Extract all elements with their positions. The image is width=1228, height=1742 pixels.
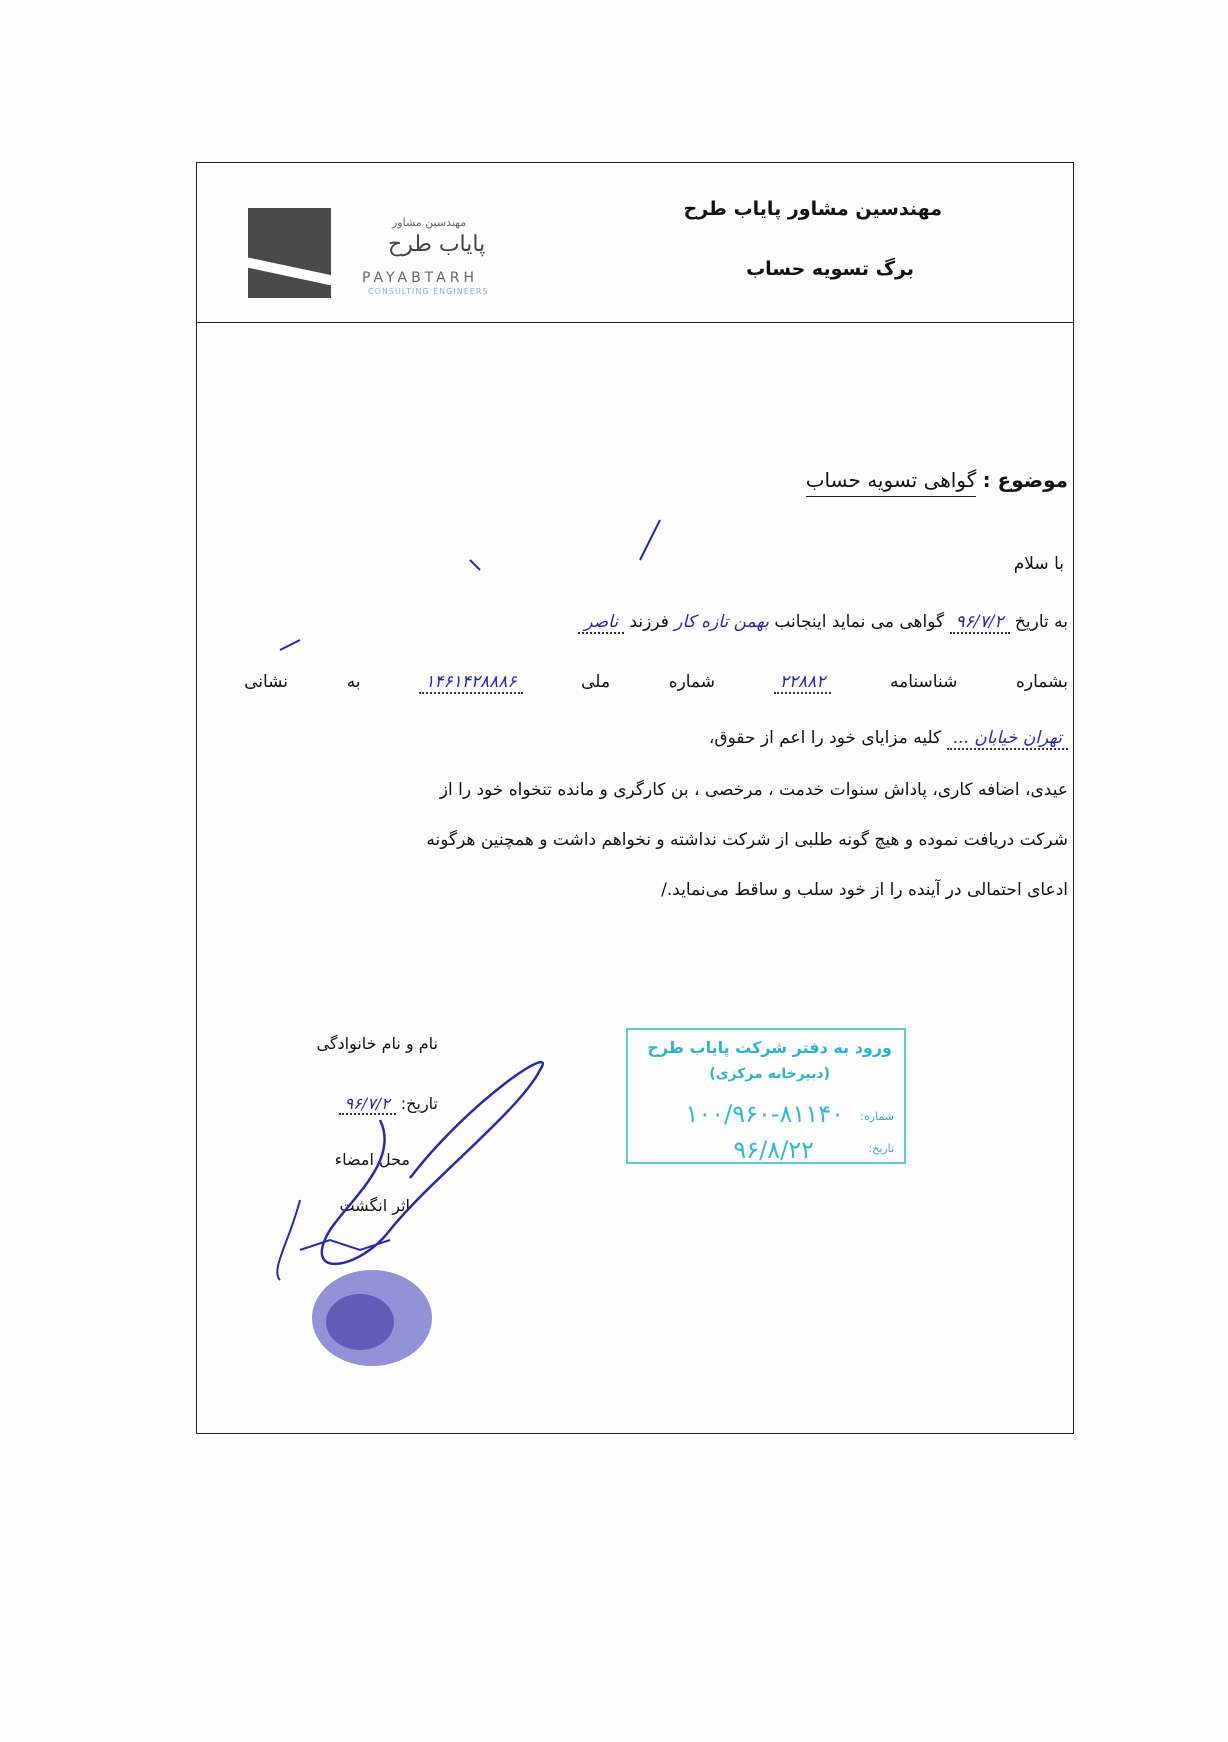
logo-name-en: PAYABTARH (362, 270, 478, 286)
signature-date-value: ۹۶/۷/۲ (339, 1094, 396, 1115)
signature-date-label: تاریخ: (400, 1094, 438, 1113)
body-text: بشماره (1015, 672, 1068, 692)
stamp-date-value: ۹۶/۸/۲۲ (733, 1136, 814, 1164)
date-field: ۹۶/۷/۲ (950, 612, 1010, 634)
fingerprint-label: اثر انگشت (339, 1196, 410, 1215)
stamp-subtitle: (دبیرخانه مرکزی) (709, 1066, 830, 1082)
father-name-field: ناصر (578, 612, 624, 634)
signature-name-label: نام و نام خانوادگی (316, 1034, 438, 1053)
body-text: گواهی می نماید اینجانب (774, 612, 945, 632)
company-name: مهندسین مشاور پایاب طرح (683, 198, 942, 220)
logo-tagline: CONSULTING ENGINEERS (368, 287, 489, 296)
body-line-2 (244, 672, 1068, 694)
signature-date (339, 1094, 438, 1113)
logo-subtitle-fa: مهندسین مشاور (392, 216, 467, 229)
form-title: برگ تسویه حساب (746, 258, 914, 280)
body-text: شناسنامه (890, 672, 958, 692)
body-line-6: ادعای احتمالی در آینده را از خود سلب و ساقط می‌نماید./ (661, 880, 1068, 900)
logo-mark (248, 208, 331, 298)
subject-label: موضوع : (982, 468, 1068, 492)
subject-line (806, 468, 1068, 492)
body-line-1 (244, 612, 1068, 632)
body-text: نشانی (244, 672, 289, 692)
signature-place-label: محل امضاء (334, 1150, 410, 1169)
body-text: ملی (581, 672, 611, 692)
body-text: به تاریخ (1014, 612, 1068, 632)
body-text: به (346, 672, 361, 692)
address-field: تهران خیابان ... (947, 728, 1068, 750)
stamp-number-label: شماره: (860, 1110, 894, 1123)
id-number-field: ۲۲۸۸۲ (774, 672, 832, 694)
reception-stamp (626, 1028, 906, 1164)
stamp-title: ورود به دفتر شرکت پایاب طرح (647, 1038, 892, 1057)
national-code-field: ۱۴۶۱۴۲۸۸۸۶ (419, 672, 522, 694)
employee-name-field: بهمن تازه کار (674, 612, 769, 632)
body-line-3 (244, 728, 1068, 748)
header-divider (196, 322, 1074, 323)
body-line-4: عیدی، اضافه کاری، پاداش سنوات خدمت ، مرخصی ، بن کارگری و مانده تنخواه خود را از (439, 780, 1068, 800)
subject-value: گواهی تسویه حساب (806, 468, 977, 497)
body-text: شماره (668, 672, 716, 692)
body-text: کلیه مزایای خود را اعم از حقوق، (708, 728, 942, 748)
greeting: با سلام (1013, 554, 1064, 574)
body-line-5: شرکت دریافت نموده و هیچ گونه طلبی از شرکت نداشته و نخواهم داشت و همچنین هرگونه (426, 830, 1068, 850)
stamp-number-value: ۱۰۰/۹۶۰-۸۱۱۴۰ (685, 1100, 844, 1128)
body-text: فرزند (629, 612, 669, 632)
logo-name-fa: پایاب طرح (388, 232, 486, 257)
stamp-date-label: تاریخ: (868, 1142, 894, 1155)
